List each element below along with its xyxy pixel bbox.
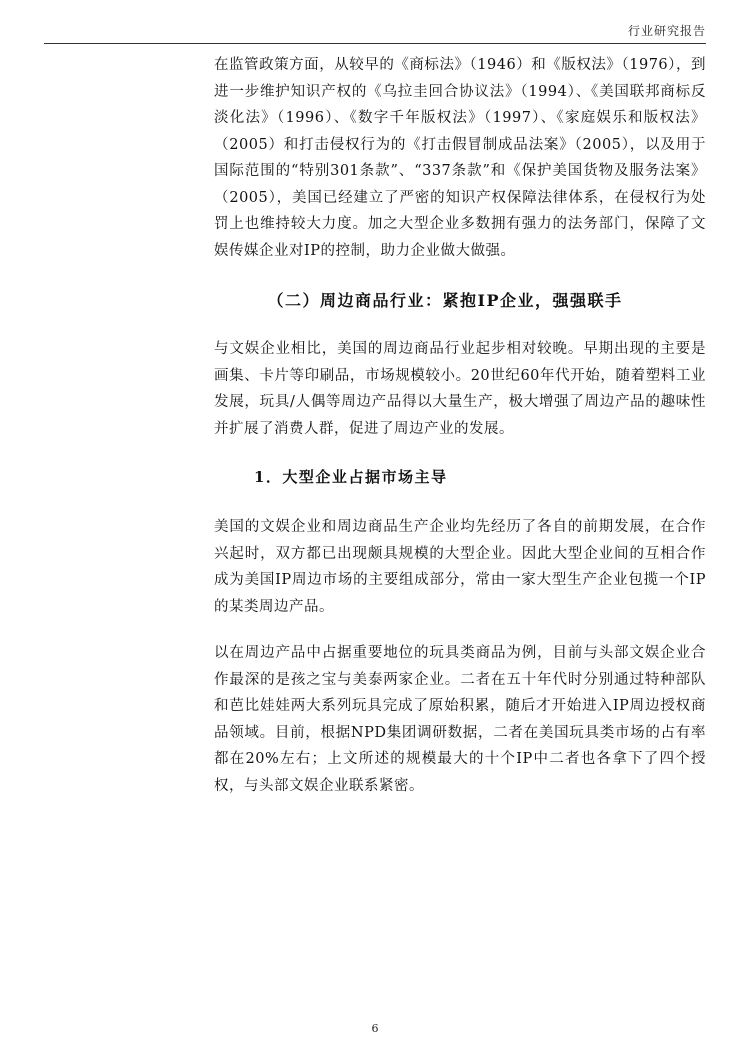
sub-heading: 1．大型企业占据市场主导	[254, 468, 448, 486]
section-heading: （二）周边商品行业：紧抱IP企业，强强联手	[267, 291, 623, 310]
main-content	[214, 52, 706, 819]
paragraph-merchandise-industry: 与文娱企业相比，美国的周边商品行业起步相对较晚。早期出现的主要是画集、卡片等印刷品，市场规模较小。20世纪60年代开始，随着塑料工业发展，玩具/人偶等周边产品得以大量生产，极大增强了周边产品的趣味性并扩展了消费人群，促进了周边产业的发展。	[214, 341, 706, 437]
paragraph-large-enterprises: 美国的文娱企业和周边商品生产企业均先经历了各自的前期发展，在合作兴起时，双方都已出现颇具规模的大型企业。因此大型企业间的互相合作成为美国IP周边市场的主要组成部分，常由一家大型生产企业包揽一个IP的某类周边产品。	[214, 519, 706, 615]
header-label: 行业研究报告	[627, 24, 706, 38]
paragraph-regulatory-policy: 在监管政策方面，从较早的《商标法》（1946）和《版权法》（1976），到进一步维护知识产权的《乌拉圭回合协议法》（1994）、《美国联邦商标反淡化法》（1996）、《数字千年版权法》（1997）、《家庭娱乐和版权法》（2005）和打击侵权行为的《打击假冒制成品法案》（2005），以及用于国际范围的“特别301条款”、“337条款”和《保护美国货物及服务法案》（2005），美国已经建立了严密的知识产权保障法律体系，在侵权行为处罚上也维持较大力度。加之大型企业多数拥有强力的法务部门，保障了文娱传媒企业对IP的控制，助力企业做大做强。	[214, 57, 706, 259]
paragraph-toy-example: 以在周边产品中占据重要地位的玩具类商品为例，目前与头部文娱企业合作最深的是孩之宝与美泰两家企业。二者在五十年代时分别通过特种部队和芭比娃娃两大系列玩具完成了原始积累，随后才开始进入IP周边授权商品领域。目前，根据NPD集团调研数据，二者在美国玩具类市场的占有率都在20%左右；上文所述的规模最大的十个IP中二者也各拿下了四个授权，与头部文娱企业联系紧密。	[214, 645, 706, 794]
page-number: 6	[371, 1022, 379, 1035]
header-divider	[44, 43, 706, 44]
